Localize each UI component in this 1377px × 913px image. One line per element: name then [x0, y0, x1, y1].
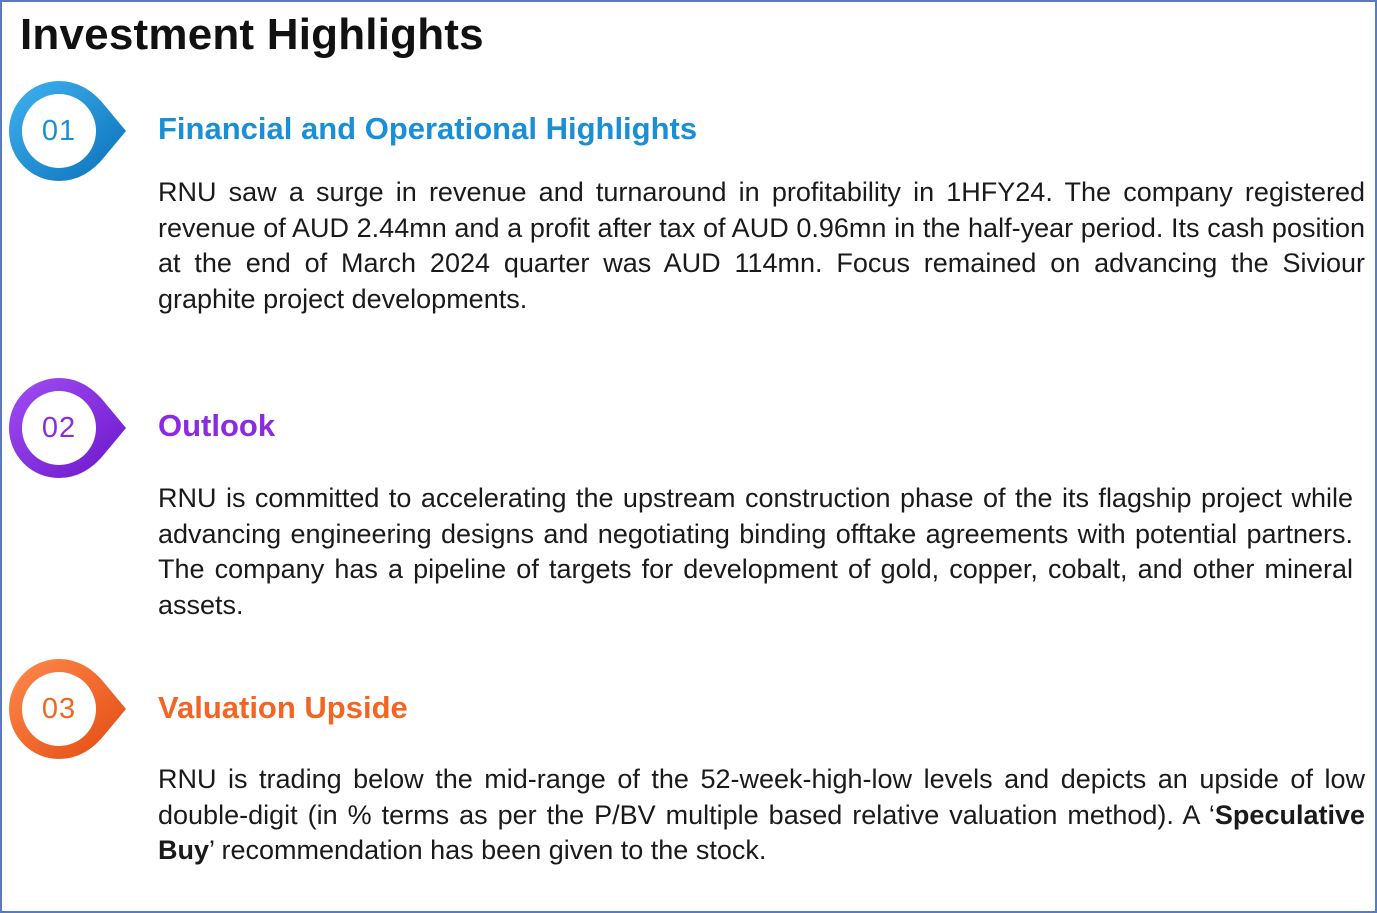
- section-2-number-badge: [6, 378, 130, 478]
- section-2-heading: Outlook: [158, 408, 276, 443]
- section-3-body-text-start: RNU is trading below the mid-range of the 52-week-high-low levels and depicts an upside of low double-digit (in % terms as per the P/BV multiple based relative valuation method). A ‘: [158, 764, 1365, 830]
- section-3-body-text-end: ’ recommendation has been given to the stock.: [209, 835, 767, 865]
- section-3-number-badge: [6, 659, 130, 759]
- section-2-body: RNU is committed to accelerating the upstream construction phase of the its flagship project while advancing engineering designs and negotiating binding offtake agreements with potential partners. The company has a pipeline of targets for development of gold, copper, cobalt, and other mineral assets.: [158, 483, 1353, 620]
- section-3-number: 03: [41, 693, 77, 725]
- section-1-number: 01: [41, 115, 77, 147]
- section-1-number-badge: [6, 81, 130, 181]
- section-2-number: 02: [41, 412, 77, 444]
- page-title: Investment Highlights: [20, 10, 484, 59]
- section-3-heading: Valuation Upside: [158, 690, 408, 725]
- recommendation-label: Speculative Buy: [158, 799, 1365, 865]
- section-3-body: [158, 762, 1365, 869]
- section-1-heading: Financial and Operational Highlights: [158, 111, 698, 146]
- section-1-body: RNU saw a surge in revenue and turnaround in profitability in 1HFY24. The company registered revenue of AUD 2.44mn and a profit after tax of AUD 0.96mn in the half-year period. Its cash position at the end of March 2024 quarter was AUD 114mn. Focus remained on advancing the Siviour graphite project developments.: [158, 177, 1365, 314]
